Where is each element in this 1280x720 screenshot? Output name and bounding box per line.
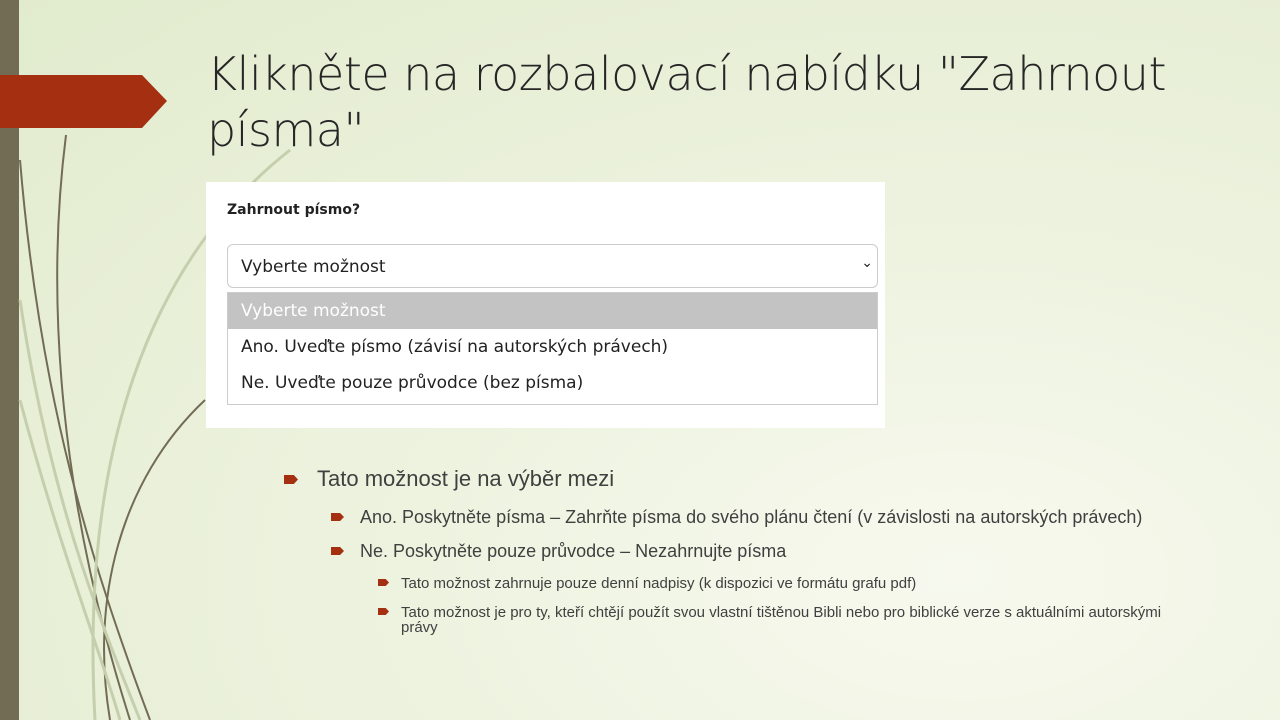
bullet-no-sub2: Tato možnost je pro ty, kteří chtějí použít svou vlastní tištěnou Bibli nebo pro biblické verze s aktuálními autorskými právy: [282, 605, 1162, 635]
dropdown-screenshot: [206, 182, 885, 428]
bullet-main: Tato možnost je na výběr mezi: [282, 466, 1182, 492]
bullet-list: [282, 466, 1182, 649]
select-value: Vyberte možnost: [241, 257, 386, 277]
option-select[interactable]: Vyberte možnost: [228, 293, 877, 329]
include-scripture-label: Zahrnout písmo?: [227, 202, 361, 218]
chevron-down-icon: ⌄: [861, 255, 873, 271]
include-scripture-select[interactable]: [227, 244, 878, 288]
slide-title: Klikněte na rozbalovací nabídku "Zahrnout písma": [207, 47, 1166, 157]
option-yes[interactable]: Ano. Uveďte písmo (závisí na autorských právech): [241, 337, 669, 357]
bullet-yes: Ano. Poskytněte písma – Zahrňte písma do svého plánu čtení (v závislosti na autorských právech): [282, 508, 1182, 526]
bullet-no-sub1: Tato možnost zahrnuje pouze denní nadpisy (k dispozici ve formátu grafu pdf): [282, 576, 1162, 591]
dropdown-options: [227, 292, 878, 405]
title-arrow-shape: [0, 75, 167, 128]
bullet-no: Ne. Poskytněte pouze průvodce – Nezahrnujte písma: [282, 542, 1182, 560]
option-no[interactable]: Ne. Uveďte pouze průvodce (bez písma): [241, 373, 584, 393]
